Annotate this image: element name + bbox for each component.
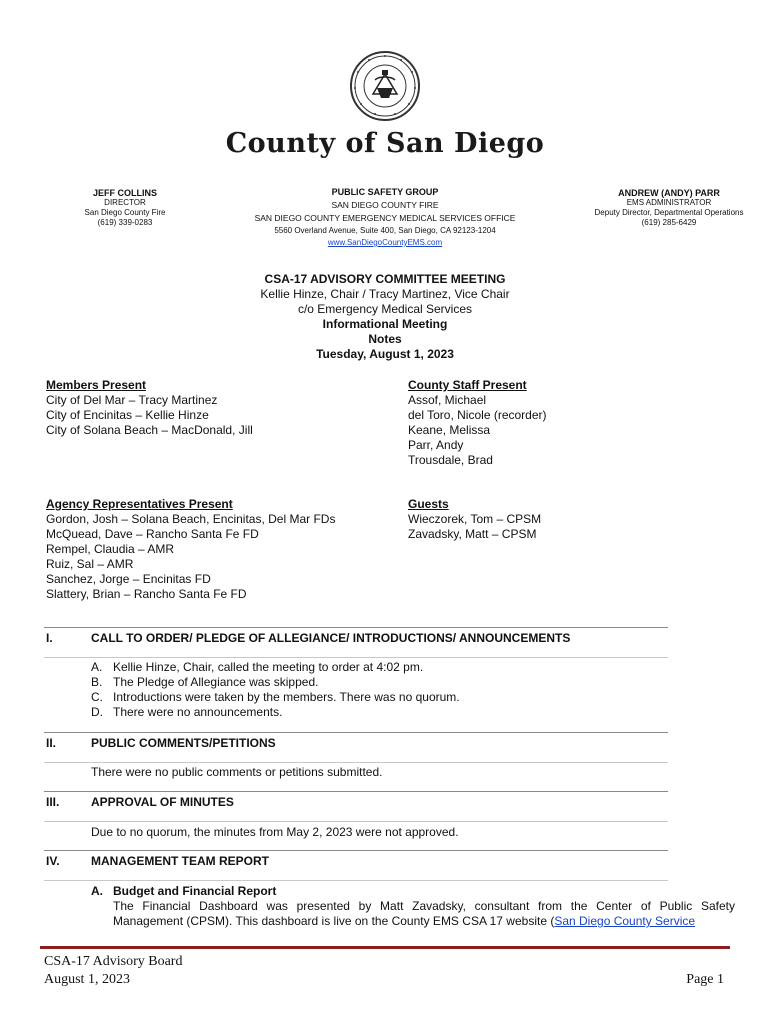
- list-item: B. The Pledge of Allegiance was skipped.: [91, 675, 319, 689]
- section-body-line: Management (CPSM). This dashboard is live on the County EMS CSA 17 website (San Diego County Service: [113, 914, 696, 928]
- meeting-heading: [0, 272, 770, 362]
- footer-rule: [40, 946, 730, 949]
- list-item: City of Encinitas – Kellie Hinze: [46, 408, 209, 422]
- list-item: Wieczorek, Tom – CPSM: [408, 512, 542, 526]
- meeting-title: CSA-17 ADVISORY COMMITTEE MEETING: [264, 272, 506, 286]
- director-name: JEFF COLLINS: [92, 188, 157, 198]
- divider: [44, 821, 668, 822]
- members-heading: Members Present: [46, 378, 147, 392]
- meeting-doc: Notes: [368, 332, 402, 346]
- list-item: del Toro, Nicole (recorder): [408, 408, 547, 422]
- list-item: City of Solana Beach – MacDonald, Jill: [46, 423, 253, 437]
- section-body: There were no public comments or petitions submitted.: [91, 765, 383, 779]
- guests-heading: Guests: [408, 497, 449, 511]
- group-name: PUBLIC SAFETY GROUP: [331, 187, 439, 197]
- service-link[interactable]: San Diego County Service: [554, 914, 696, 928]
- divider: [44, 791, 668, 792]
- divider: [44, 880, 668, 881]
- divider: [44, 657, 668, 658]
- list-item: C. Introductions were taken by the members. There was no quorum.: [91, 690, 460, 704]
- section-number: IV.: [46, 854, 60, 868]
- divider: [44, 762, 668, 763]
- section-number: I.: [46, 631, 53, 645]
- guests: [408, 497, 541, 542]
- meeting-care-of: c/o Emergency Medical Services: [297, 302, 473, 316]
- list-item: Parr, Andy: [408, 438, 464, 452]
- meeting-chairs: Kellie Hinze, Chair / Tracy Martinez, Vice Chair: [260, 287, 510, 301]
- footer-date: August 1, 2023: [44, 972, 130, 987]
- office-address: 5560 Overland Avenue, Suite 400, San Diego, CA 92123-1204: [274, 226, 496, 235]
- staff-heading: County Staff Present: [408, 378, 527, 392]
- list-item: Gordon, Josh – Solana Beach, Encinitas, Del Mar FDs: [46, 512, 336, 526]
- administrator-title: EMS ADMINISTRATOR: [626, 198, 712, 207]
- divider: [44, 732, 668, 733]
- director-org: San Diego County Fire: [84, 208, 166, 217]
- subsection-heading: A. Budget and Financial Report: [91, 884, 277, 898]
- list-item: Zavadsky, Matt – CPSM: [408, 527, 537, 541]
- page-number: Page 1: [686, 972, 724, 987]
- agencies-heading: Agency Representatives Present: [46, 497, 233, 511]
- list-item: Ruiz, Sal – AMR: [46, 557, 134, 571]
- divider: [44, 627, 668, 628]
- administrator-name: ANDREW (ANDY) PARR: [618, 188, 720, 198]
- list-item: Slattery, Brian – Rancho Santa Fe FD: [46, 587, 247, 601]
- county-seal-logo: [349, 50, 421, 122]
- section-title: MANAGEMENT TEAM REPORT: [91, 854, 269, 868]
- agency-representatives: [46, 497, 335, 602]
- list-item: Trousdale, Brad: [408, 453, 493, 467]
- administrator-role: Deputy Director, Departmental Operations: [594, 208, 744, 217]
- dept-name: SAN DIEGO COUNTY FIRE: [331, 200, 439, 210]
- section-title: PUBLIC COMMENTS/PETITIONS: [91, 736, 276, 750]
- section-1-items: [91, 660, 460, 720]
- director-title: DIRECTOR: [104, 198, 146, 207]
- footer-doc-name: CSA-17 Advisory Board: [44, 954, 183, 969]
- office-block: [230, 186, 540, 249]
- list-item: D. There were no announcements.: [91, 705, 283, 719]
- meeting-type: Informational Meeting: [322, 317, 448, 331]
- list-item: Sanchez, Jorge – Encinitas FD: [46, 572, 211, 586]
- list-item: A. Kellie Hinze, Chair, called the meeting to order at 4:02 pm.: [91, 660, 424, 674]
- list-item: Rempel, Claudia – AMR: [46, 542, 175, 556]
- administrator-block: [584, 188, 754, 228]
- website-link[interactable]: www.SanDiegoCountyEMS.com: [327, 238, 443, 247]
- members-present: [46, 378, 253, 438]
- section-body: Due to no quorum, the minutes from May 2, 2023 were not approved.: [91, 825, 459, 839]
- section-title: CALL TO ORDER/ PLEDGE OF ALLEGIANCE/ INTRODUCTIONS/ ANNOUNCEMENTS: [91, 631, 571, 645]
- section-number: II.: [46, 736, 57, 750]
- list-item: Assof, Michael: [408, 393, 487, 407]
- section-number: III.: [46, 795, 60, 809]
- section-body-line: The Financial Dashboard was presented by Matt Zavadsky, consultant from the Center of Public Safety: [113, 899, 735, 913]
- meeting-date: Tuesday, August 1, 2023: [316, 347, 454, 361]
- county-staff-present: [408, 378, 547, 468]
- section-title: APPROVAL OF MINUTES: [91, 795, 234, 809]
- divider: [44, 850, 668, 851]
- footer-left: [44, 953, 182, 989]
- county-title: County of San Diego: [225, 128, 545, 159]
- director-phone: (619) 339-0283: [97, 218, 153, 227]
- director-block: [60, 188, 190, 228]
- administrator-phone: (619) 285-6429: [641, 218, 697, 227]
- list-item: McQuead, Dave – Rancho Santa Fe FD: [46, 527, 259, 541]
- list-item: Keane, Melissa: [408, 423, 491, 437]
- office-name: SAN DIEGO COUNTY EMERGENCY MEDICAL SERVICES OFFICE: [254, 213, 516, 223]
- list-item: City of Del Mar – Tracy Martinez: [46, 393, 218, 407]
